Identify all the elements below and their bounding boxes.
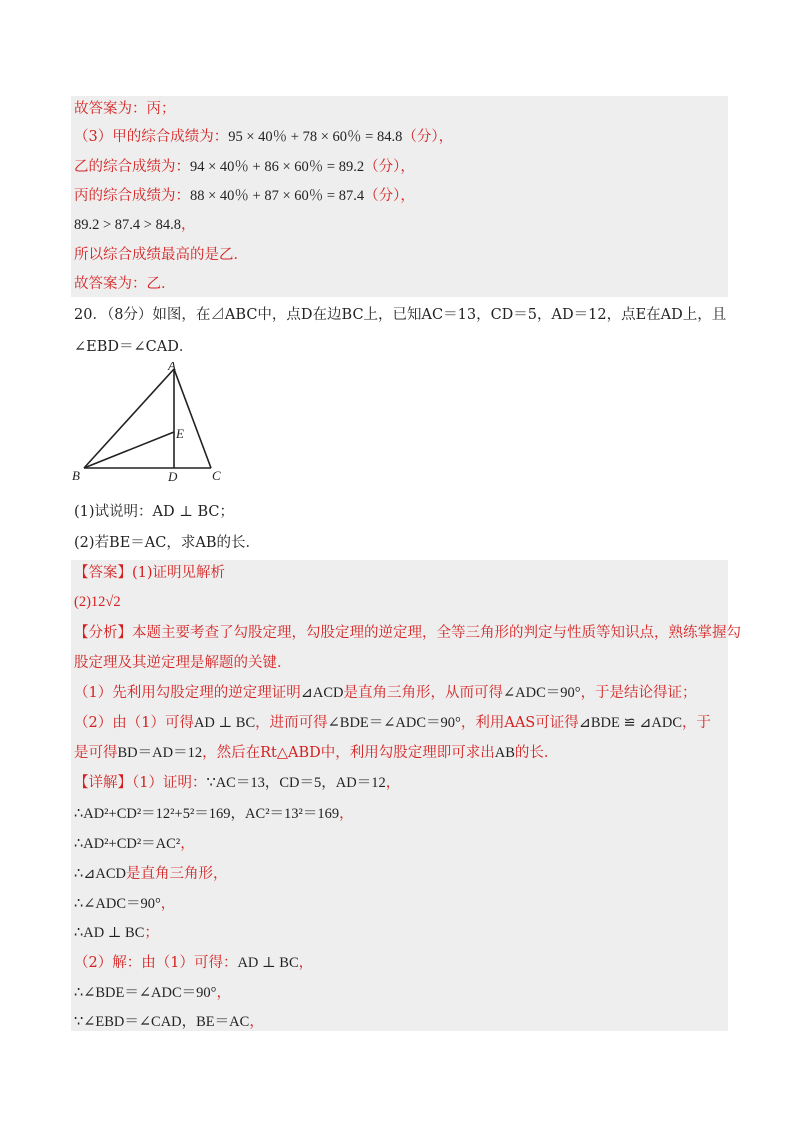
score-bing-line (74, 186, 415, 206)
answer-part-1: (1)证明见解析 (132, 565, 226, 581)
detail-6-punct: ； (144, 925, 159, 941)
question-20-text: 20．（8分）如图，在⊿ABC中，点D在边BC上，已知AC＝13，CD＝5，AD＝12，点E在AD上，且 (74, 307, 727, 323)
score-yi-label: 乙的综合成绩为： (74, 159, 190, 175)
subquestion-1: (1)试说明：AD ⊥ BC； (74, 504, 235, 520)
detail-line-2 (74, 804, 354, 824)
label-C: C (212, 468, 221, 482)
detail-7-perp: AD ⊥ BC (237, 955, 299, 971)
answer-part-2: (2)12√2 (74, 594, 121, 610)
label-A: A (168, 362, 176, 373)
analysis-5a: 是可得 (74, 745, 118, 761)
detail-5-punct: ， (160, 896, 176, 912)
detail-line-7 (74, 953, 313, 973)
analysis-line-2: 股定理及其逆定理是解题的关键． (74, 655, 292, 671)
answer-line-yi: 故答案为：乙． (74, 276, 176, 292)
comparison-formula: 89.2 > 87.4 > 84.8 (74, 217, 181, 233)
analysis-line-5 (74, 743, 558, 763)
detail-line-9 (74, 1012, 264, 1032)
detail-8-punct: ， (216, 985, 231, 1001)
analysis-4-congruent: ⊿BDE ≌ ⊿ADC (578, 715, 683, 731)
detail-2-calc: ∴AD²+CD²＝12²+5²＝169，AC²＝13²＝169 (74, 806, 340, 822)
answer-tag: 【答案】 (74, 565, 132, 581)
detail-3-punct: ， (180, 836, 195, 852)
analysis-text-1: 本题主要考查了勾股定理，勾股定理的逆定理，全等三角形的判定与性质等知识点，熟练掌握勾 (132, 625, 741, 641)
score-jia-formula: 95 × 40％ + 78 × 60％ = 84.8 (228, 129, 403, 145)
score-bing-unit: （分）， (364, 188, 415, 204)
subquestion-2: (2)若BE＝AC，求AB的长． (74, 535, 260, 551)
detail-line-3 (74, 834, 195, 854)
analysis-5b: ，然后在Rt△ABD中，利用勾股定理即可求出 (202, 745, 495, 761)
detail-9-given: ∵∠EBD＝∠CAD，BE＝AC (74, 1014, 250, 1030)
detail-4-tri: ∴⊿ACD (74, 866, 126, 882)
answer-line-bing: 故答案为：丙； (74, 101, 176, 117)
detail-4-text: 是直角三角形， (126, 866, 228, 882)
analysis-3c: ，于是结论得证； (580, 685, 697, 701)
analysis-3-angle: ∠ADC＝90° (503, 685, 581, 701)
analysis-line-3 (74, 683, 697, 703)
analysis-4c: ，利用AAS可证得 (460, 715, 579, 731)
label-B: B (72, 468, 80, 482)
score-bing-formula: 88 × 40％ + 87 × 60％ = 87.4 (190, 188, 365, 204)
detail-1-punct: ， (385, 775, 401, 791)
detail-tag: 【详解】 (74, 775, 132, 791)
analysis-4d: ，于 (682, 715, 712, 731)
analysis-4a: （2）由（1）可得 (74, 715, 194, 731)
detail-2-punct: ， (339, 806, 354, 822)
answer-heading-line (74, 563, 225, 583)
detail-3-eq: ∴AD²+CD²＝AC² (74, 836, 181, 852)
analysis-3-acd: ⊿ACD (300, 685, 344, 701)
detail-line-4 (74, 864, 228, 884)
analysis-3b: 是直角三角形，从而可得 (343, 685, 503, 701)
detail-9-punct: ， (249, 1014, 264, 1030)
score-yi-line (74, 157, 415, 177)
score-jia-line (74, 127, 453, 147)
detail-line-5 (74, 894, 175, 914)
question-20-condition: ∠EBD＝∠CAD． (74, 339, 194, 355)
analysis-line-1 (74, 623, 741, 643)
detail-line-6 (74, 923, 159, 943)
analysis-4-angle: ∠BDE＝∠ADC＝90° (327, 715, 461, 731)
score-yi-formula: 94 × 40％ + 86 × 60％ = 89.2 (190, 159, 365, 175)
detail-line-1 (74, 773, 400, 793)
analysis-5-ab: AB (494, 745, 515, 761)
detail-line-8 (74, 983, 231, 1003)
label-D: D (168, 469, 178, 482)
detail-6-perp: ∴AD ⊥ BC (74, 925, 145, 941)
triangle-figure (70, 362, 230, 482)
analysis-4b: ，进而可得 (255, 715, 328, 731)
analysis-3a: （1）先利用勾股定理的逆定理证明 (74, 685, 301, 701)
analysis-5c: 的长． (514, 745, 559, 761)
conclusion-line: 所以综合成绩最高的是乙． (74, 247, 248, 263)
comparison-line (74, 215, 195, 235)
detail-7-punct: ， (298, 955, 314, 971)
score-yi-unit: （分）， (364, 159, 415, 175)
analysis-line-4 (74, 713, 711, 733)
analysis-5-eq: BD＝AD＝12 (117, 745, 203, 761)
detail-1-label: （1）证明： (132, 775, 207, 791)
score-jia-label: （3）甲的综合成绩为： (74, 129, 229, 145)
detail-1-given: ∵AC＝13，CD＝5，AD＝12 (206, 775, 386, 791)
comparison-punct: ， (180, 217, 196, 233)
score-jia-unit: （分）， (402, 129, 454, 145)
detail-7-label: （2）解：由（1）可得： (74, 955, 238, 971)
analysis-tag: 【分析】 (74, 625, 132, 641)
label-E: E (176, 426, 184, 441)
score-bing-label: 丙的综合成绩为： (74, 188, 190, 204)
analysis-4-perp: AD ⊥ BC (193, 715, 256, 731)
detail-5-angle: ∴∠ADC＝90° (74, 896, 161, 912)
detail-8-angle: ∴∠BDE＝∠ADC＝90° (74, 985, 217, 1001)
